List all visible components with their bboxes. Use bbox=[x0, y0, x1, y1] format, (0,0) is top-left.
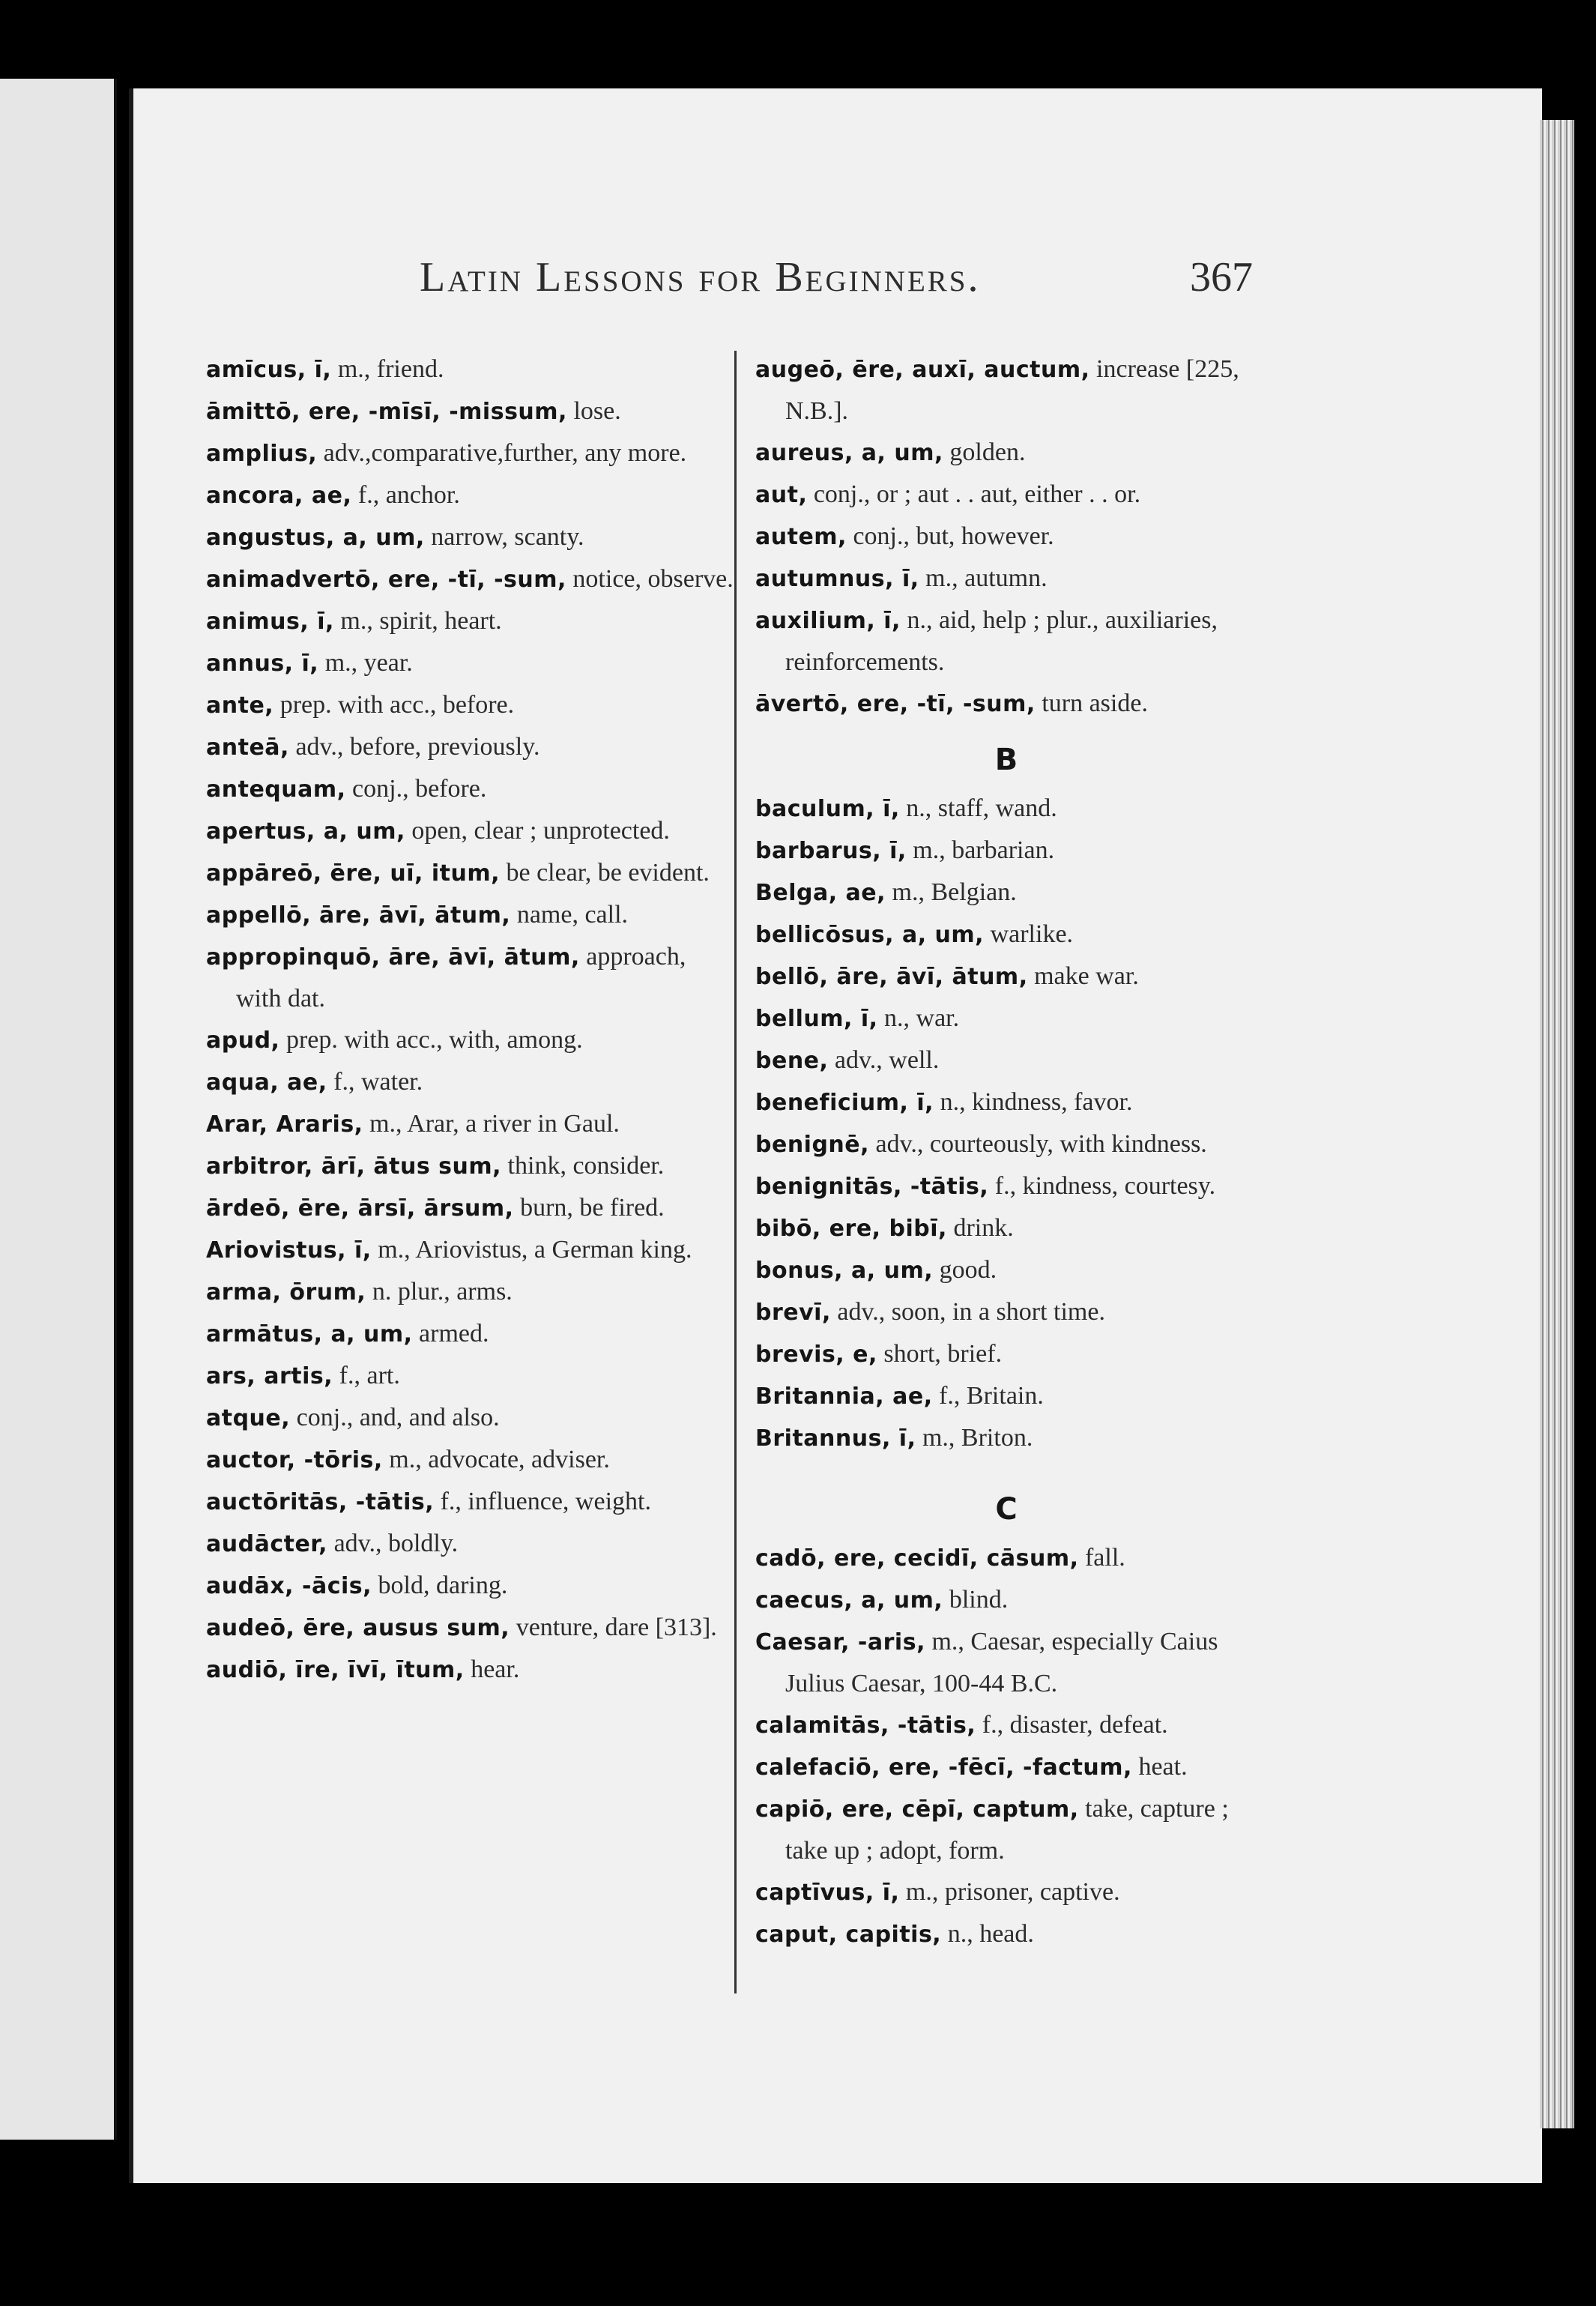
entry-headword: brevis, e, bbox=[755, 1341, 877, 1368]
entry-headword: Ariovistus, ī, bbox=[206, 1237, 372, 1264]
entry-definition: conj., but, however. bbox=[846, 522, 1054, 550]
dictionary-entry bbox=[755, 1537, 1257, 1579]
entry-headword: calamitās, -tātis, bbox=[755, 1712, 976, 1739]
entry-definition: n., head. bbox=[941, 1920, 1034, 1948]
entry-definition: approach, with dat. bbox=[236, 943, 686, 1012]
entry-headword: caecus, a, um, bbox=[755, 1587, 943, 1614]
entry-headword: cadō, ere, cecidī, cāsum, bbox=[755, 1545, 1079, 1572]
entry-definition: burn, be fired. bbox=[513, 1194, 665, 1222]
dictionary-entry bbox=[206, 348, 734, 390]
entry-definition: m., Ariovistus, a German king. bbox=[371, 1236, 692, 1264]
dictionary-entry bbox=[755, 1871, 1257, 1913]
entry-definition: good. bbox=[933, 1256, 997, 1284]
entry-definition: fall. bbox=[1078, 1544, 1125, 1572]
entry-definition: open, clear ; unprotected. bbox=[405, 817, 670, 845]
entry-headword: ars, artis, bbox=[206, 1363, 333, 1389]
entry-headword: autem, bbox=[755, 524, 847, 550]
dictionary-entry bbox=[755, 830, 1257, 872]
entry-definition: prep. with acc., with, among. bbox=[279, 1026, 583, 1054]
dictionary-entry bbox=[206, 642, 734, 684]
dictionary-entry bbox=[755, 558, 1257, 600]
entry-headword: annus, ī, bbox=[206, 651, 319, 677]
entry-definition: adv., well. bbox=[828, 1046, 940, 1074]
entry-headword: amplius, bbox=[206, 441, 318, 467]
entry-headword: autumnus, ī, bbox=[755, 566, 919, 592]
dictionary-entry bbox=[755, 1123, 1257, 1165]
entry-headword: auctor, -tōris, bbox=[206, 1447, 383, 1473]
dictionary-entry bbox=[206, 810, 734, 852]
entry-definition: n., kindness, favor. bbox=[934, 1088, 1133, 1116]
entry-headword: arbitror, ārī, ātus sum, bbox=[206, 1153, 502, 1180]
dictionary-entry bbox=[206, 1355, 734, 1397]
dictionary-entry bbox=[206, 1187, 734, 1229]
dictionary-entry bbox=[206, 1607, 734, 1649]
entry-definition: be clear, be evident. bbox=[499, 859, 710, 887]
letter-heading-c: C bbox=[995, 1492, 1018, 1527]
dictionary-entry bbox=[206, 474, 734, 516]
entry-headword: apertus, a, um, bbox=[206, 818, 405, 845]
entry-definition: golden. bbox=[943, 438, 1026, 466]
dictionary-entry bbox=[206, 1439, 734, 1481]
entry-definition: f., water. bbox=[327, 1068, 423, 1096]
dictionary-entry bbox=[755, 516, 1257, 558]
entry-headword: animadvertō, ere, -tī, -sum, bbox=[206, 567, 566, 593]
dictionary-entry bbox=[755, 1579, 1257, 1621]
entry-definition: armed. bbox=[412, 1320, 489, 1347]
dictionary-entry bbox=[206, 936, 734, 1019]
entry-definition: prep. with acc., before. bbox=[273, 691, 515, 719]
entry-headword: bibō, ere, bibī, bbox=[755, 1216, 947, 1242]
dictionary-entry bbox=[755, 997, 1257, 1039]
page-stack-edge bbox=[1540, 120, 1574, 2128]
entry-definition: heat. bbox=[1131, 1753, 1188, 1781]
entry-definition: f., anchor. bbox=[351, 481, 460, 509]
dictionary-entry bbox=[206, 432, 734, 474]
dictionary-entry bbox=[206, 1565, 734, 1607]
entry-definition: m., Belgian. bbox=[886, 878, 1017, 906]
dictionary-entry bbox=[206, 516, 734, 558]
dictionary-entry bbox=[206, 1061, 734, 1103]
page-number: 367 bbox=[1190, 254, 1253, 301]
letter-heading-b: B bbox=[994, 743, 1018, 777]
entry-definition: adv., boldly. bbox=[327, 1530, 459, 1557]
dictionary-entry bbox=[755, 1333, 1257, 1375]
entry-definition: m., spirit, heart. bbox=[333, 607, 502, 635]
entry-headword: audiō, īre, īvī, ītum, bbox=[206, 1657, 465, 1683]
entry-headword: ancora, ae, bbox=[206, 483, 352, 509]
dictionary-entry bbox=[206, 852, 734, 894]
entry-headword: bonus, a, um, bbox=[755, 1258, 934, 1284]
entry-headword: arma, ōrum, bbox=[206, 1279, 366, 1306]
dictionary-entry bbox=[755, 1165, 1257, 1207]
dictionary-entry bbox=[755, 683, 1257, 725]
b-entries bbox=[755, 788, 1257, 1459]
previous-page-edge bbox=[0, 79, 117, 2140]
dictionary-entry bbox=[206, 1271, 734, 1313]
dictionary-entry bbox=[755, 914, 1257, 956]
entry-definition: venture, dare [313]. bbox=[510, 1614, 717, 1641]
dictionary-entry bbox=[206, 1313, 734, 1355]
entry-headword: apud, bbox=[206, 1027, 280, 1054]
dictionary-entry bbox=[206, 1103, 734, 1145]
entry-headword: calefaciō, ere, -fēcī, -factum, bbox=[755, 1754, 1132, 1781]
entry-definition: adv., soon, in a short time. bbox=[830, 1298, 1105, 1326]
entry-definition: adv.,comparative,further, any more. bbox=[317, 439, 687, 467]
dictionary-entry bbox=[755, 1621, 1257, 1704]
entry-headword: angustus, a, um, bbox=[206, 525, 425, 551]
entry-definition: m., Briton. bbox=[916, 1424, 1033, 1452]
entry-headword: auxilium, ī, bbox=[755, 608, 901, 634]
entry-definition: m., prisoner, captive. bbox=[899, 1878, 1120, 1906]
entry-definition: m., year. bbox=[318, 649, 413, 677]
entry-definition: n. plur., arms. bbox=[366, 1278, 513, 1306]
entry-headword: augeō, ēre, auxī, auctum, bbox=[755, 357, 1090, 383]
entry-headword: bellicōsus, a, um, bbox=[755, 922, 985, 948]
left-column bbox=[206, 348, 734, 1691]
entry-definition: m., advocate, adviser. bbox=[382, 1446, 610, 1473]
entry-headword: barbarus, ī, bbox=[755, 838, 907, 864]
entry-headword: appāreō, ēre, uī, itum, bbox=[206, 860, 500, 887]
entry-headword: aureus, a, um, bbox=[755, 440, 943, 466]
entry-definition: make war. bbox=[1027, 962, 1139, 990]
entry-definition: f., influence, weight. bbox=[434, 1488, 651, 1515]
a-entries-continued bbox=[755, 348, 1257, 725]
dictionary-entry bbox=[755, 956, 1257, 997]
entry-headword: amīcus, ī, bbox=[206, 357, 332, 383]
entry-headword: ante, bbox=[206, 692, 274, 719]
entry-headword: brevī, bbox=[755, 1300, 831, 1326]
entry-definition: adv., before, previously. bbox=[288, 733, 540, 761]
entry-headword: Arar, Araris, bbox=[206, 1111, 363, 1138]
dictionary-entry bbox=[206, 1649, 734, 1691]
entry-headword: Caesar, -aris, bbox=[755, 1629, 925, 1655]
dictionary-entry bbox=[755, 1375, 1257, 1417]
entry-definition: increase [225, N.B.]. bbox=[785, 355, 1239, 425]
entry-definition: n., war. bbox=[877, 1004, 960, 1032]
entry-headword: Belga, ae, bbox=[755, 880, 886, 906]
dictionary-entry bbox=[206, 600, 734, 642]
entry-definition: f., kindness, courtesy. bbox=[988, 1172, 1216, 1200]
dictionary-entry bbox=[755, 1704, 1257, 1746]
entry-headword: capiō, ere, cēpī, captum, bbox=[755, 1796, 1079, 1823]
entry-definition: n., staff, wand. bbox=[899, 794, 1057, 822]
entry-headword: āmittō, ere, -mīsī, -missum, bbox=[206, 399, 567, 425]
entry-definition: drink. bbox=[946, 1214, 1014, 1242]
entry-headword: audeō, ēre, ausus sum, bbox=[206, 1615, 510, 1641]
dictionary-entry bbox=[755, 1039, 1257, 1081]
c-entries bbox=[755, 1537, 1257, 1955]
entry-definition: m., Caesar, especially Caius Julius Caesar, 100-44 B.C. bbox=[785, 1628, 1218, 1697]
dictionary-entry bbox=[206, 1229, 734, 1271]
entry-definition: warlike. bbox=[984, 920, 1074, 948]
entry-definition: narrow, scanty. bbox=[424, 523, 584, 551]
entry-definition: n., aid, help ; plur., auxiliaries, reinforcements. bbox=[785, 606, 1218, 676]
entry-headword: benignitās, -tātis, bbox=[755, 1174, 989, 1200]
entry-definition: blind. bbox=[943, 1586, 1009, 1614]
running-head: Latin Lessons for Beginners. bbox=[420, 254, 981, 301]
entry-headword: ārdeō, ēre, ārsī, ārsum, bbox=[206, 1195, 514, 1222]
entry-definition: adv., courteously, with kindness. bbox=[869, 1130, 1207, 1158]
entry-headword: antequam, bbox=[206, 776, 346, 803]
entry-headword: Britannia, ae, bbox=[755, 1383, 933, 1410]
dictionary-entry bbox=[206, 726, 734, 768]
entry-definition: conj., or ; aut . . aut, either . . or. bbox=[807, 480, 1141, 508]
entry-headword: captīvus, ī, bbox=[755, 1880, 900, 1906]
entry-headword: baculum, ī, bbox=[755, 796, 900, 822]
entry-definition: notice, observe. bbox=[566, 565, 734, 593]
dictionary-entry bbox=[206, 558, 734, 600]
entry-headword: auctōritās, -tātis, bbox=[206, 1489, 435, 1515]
dictionary-entry bbox=[206, 768, 734, 810]
entry-headword: appellō, āre, āvī, ātum, bbox=[206, 902, 511, 929]
dictionary-entry bbox=[755, 1291, 1257, 1333]
entry-definition: m., barbarian. bbox=[906, 836, 1055, 864]
entry-definition: lose. bbox=[566, 397, 621, 425]
dictionary-entry bbox=[206, 894, 734, 936]
entry-headword: appropinquō, āre, āvī, ātum, bbox=[206, 944, 580, 971]
entry-headword: āvertō, ere, -tī, -sum, bbox=[755, 691, 1036, 717]
entry-headword: Britannus, ī, bbox=[755, 1425, 916, 1452]
entry-definition: short, brief. bbox=[877, 1340, 1003, 1368]
dictionary-entry bbox=[755, 1417, 1257, 1459]
dictionary-entry bbox=[206, 1019, 734, 1061]
entry-definition: m., autumn. bbox=[919, 564, 1048, 592]
entry-headword: audāx, -ācis, bbox=[206, 1573, 372, 1599]
dictionary-entry bbox=[206, 390, 734, 432]
dictionary-entry bbox=[755, 1788, 1257, 1871]
entry-definition: name, call. bbox=[510, 901, 629, 929]
dictionary-entry bbox=[206, 1523, 734, 1565]
dictionary-entry bbox=[206, 684, 734, 726]
entry-definition: f., Britain. bbox=[932, 1382, 1044, 1410]
dictionary-entry bbox=[755, 788, 1257, 830]
column-rule bbox=[734, 351, 737, 1993]
dictionary-entry bbox=[755, 1249, 1257, 1291]
entry-definition: conj., before. bbox=[345, 775, 487, 803]
entry-headword: audācter, bbox=[206, 1531, 328, 1557]
dictionary-entry bbox=[206, 1481, 734, 1523]
dictionary-entry bbox=[755, 1081, 1257, 1123]
entry-headword: animus, ī, bbox=[206, 609, 334, 635]
dictionary-entry bbox=[755, 1913, 1257, 1955]
dictionary-entry bbox=[755, 1207, 1257, 1249]
entry-headword: bellum, ī, bbox=[755, 1006, 878, 1032]
entry-headword: aut, bbox=[755, 482, 808, 508]
dictionary-entry bbox=[206, 1397, 734, 1439]
entry-definition: conj., and, and also. bbox=[290, 1404, 500, 1431]
entry-definition: bold, daring. bbox=[372, 1572, 508, 1599]
dictionary-entry bbox=[755, 1746, 1257, 1788]
entry-definition: f., art. bbox=[333, 1362, 400, 1389]
entry-headword: bene, bbox=[755, 1048, 829, 1074]
entry-headword: caput, capitis, bbox=[755, 1922, 942, 1948]
entry-headword: anteā, bbox=[206, 734, 289, 761]
entry-definition: m., Arar, a river in Gaul. bbox=[363, 1110, 620, 1138]
entry-headword: bellō, āre, āvī, ātum, bbox=[755, 964, 1028, 990]
entry-headword: beneficium, ī, bbox=[755, 1090, 934, 1116]
dictionary-entry bbox=[755, 432, 1257, 474]
entry-headword: armātus, a, um, bbox=[206, 1321, 413, 1347]
entry-definition: turn aside. bbox=[1035, 689, 1148, 717]
right-column bbox=[755, 348, 1257, 1955]
dictionary-entry bbox=[755, 348, 1257, 432]
entry-definition: take, capture ; take up ; adopt, form. bbox=[785, 1795, 1229, 1865]
dictionary-entry bbox=[755, 872, 1257, 914]
dictionary-entry bbox=[206, 1145, 734, 1187]
entry-headword: aqua, ae, bbox=[206, 1069, 327, 1096]
entry-headword: benignē, bbox=[755, 1132, 870, 1158]
dictionary-entry bbox=[755, 600, 1257, 683]
entry-definition: hear. bbox=[464, 1655, 520, 1683]
entry-headword: atque, bbox=[206, 1405, 291, 1431]
entry-definition: m., friend. bbox=[331, 355, 444, 383]
entry-definition: f., disaster, defeat. bbox=[976, 1711, 1168, 1739]
entry-definition: think, consider. bbox=[501, 1152, 665, 1180]
dictionary-entry bbox=[755, 474, 1257, 516]
